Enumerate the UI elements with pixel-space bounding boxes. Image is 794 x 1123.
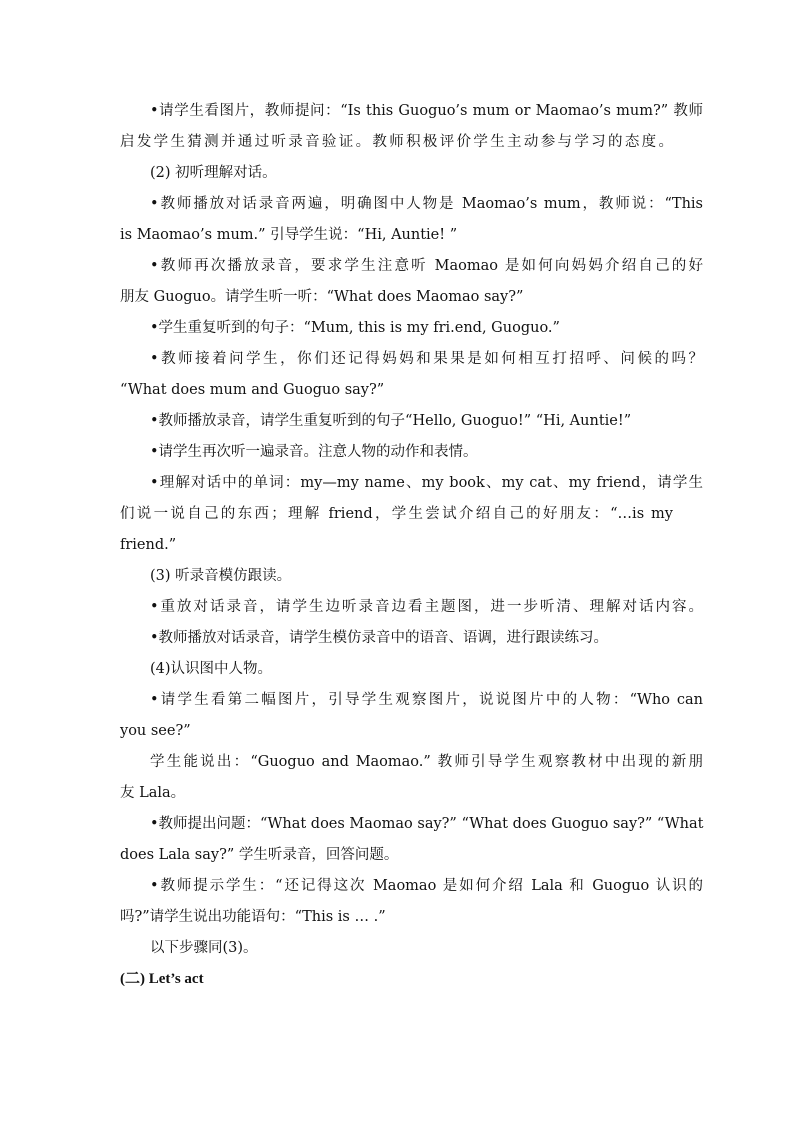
text-line: •教师播放对话录音两遍，明确图中人物是 Maomao’s mum，教师说：“This (150, 196, 703, 212)
text-line: 朋友 Guoguo。请学生听一听：“What does Maomao say?” (120, 289, 524, 305)
text-line: friend.” (120, 537, 177, 553)
text-line: •教师提出问题：“What does Maomao say?” “What does Guoguo say?” “What (150, 816, 704, 832)
text-line: •理解对话中的单词：my—my name、my book、my cat、my friend，请学生 (150, 475, 703, 491)
text-line: is Maomao’s mum.” 引导学生说：“Hi, Auntie! ” (120, 227, 458, 243)
text-line: does Lala say?” 学生听录音，回答问题。 (120, 847, 399, 863)
text-line: •请学生看第二幅图片，引导学生观察图片，说说图片中的人物：“Who can (150, 692, 703, 708)
text-line: •请学生再次听一遍录音。注意人物的动作和表情。 (150, 444, 478, 460)
section-heading: (二) Let’s act (120, 971, 204, 987)
text-line: 们说一说自己的东西；理解 friend，学生尝试介绍自己的好朋友：“…is my (120, 506, 673, 522)
text-line: •教师播放录音，请学生重复听到的句子“Hello, Guoguo!” “Hi, Auntie!” (150, 413, 632, 429)
text-line: •教师播放对话录音，请学生模仿录音中的语音、语调，进行跟读练习。 (150, 630, 609, 646)
text-line: •学生重复听到的句子：“Mum, this is my fri.end, Guoguo.” (150, 320, 560, 336)
text-line: you see?” (120, 723, 191, 739)
text-line: 学生能说出：“Guoguo and Maomao.” 教师引导学生观察教材中出现的新朋 (150, 754, 703, 770)
text-line: 吗?”请学生说出功能语句：“This is … .” (120, 909, 386, 925)
subheading-line: (2) 初听理解对话。 (150, 165, 277, 181)
text-line: •教师接着问学生，你们还记得妈妈和果果是如何相互打招呼、问候的吗？ (150, 351, 703, 367)
subheading-line: (4)认识图中人物。 (150, 661, 273, 677)
text-line: 以下步骤同(3)。 (150, 940, 258, 956)
text-line: •教师提示学生：“还记得这次 Maomao 是如何介绍 Lala 和 Guoguo 认识的 (150, 878, 703, 894)
text-line: 启发学生猜测并通过听录音验证。教师积极评价学生主动参与学习的态度。 (120, 134, 673, 150)
text-line: 友 Lala。 (120, 785, 186, 801)
text-line: •请学生看图片，教师提问：“Is this Guoguo’s mum or Maomao’s mum?” 教师 (150, 103, 703, 119)
subheading-line: (3) 听录音模仿跟读。 (150, 568, 292, 584)
text-line: •教师再次播放录音，要求学生注意听 Maomao 是如何向妈妈介绍自己的好 (150, 258, 703, 274)
text-line: “What does mum and Guoguo say?” (120, 382, 385, 398)
text-line: •重放对话录音，请学生边听录音边看主题图，进一步听清、理解对话内容。 (150, 599, 703, 615)
